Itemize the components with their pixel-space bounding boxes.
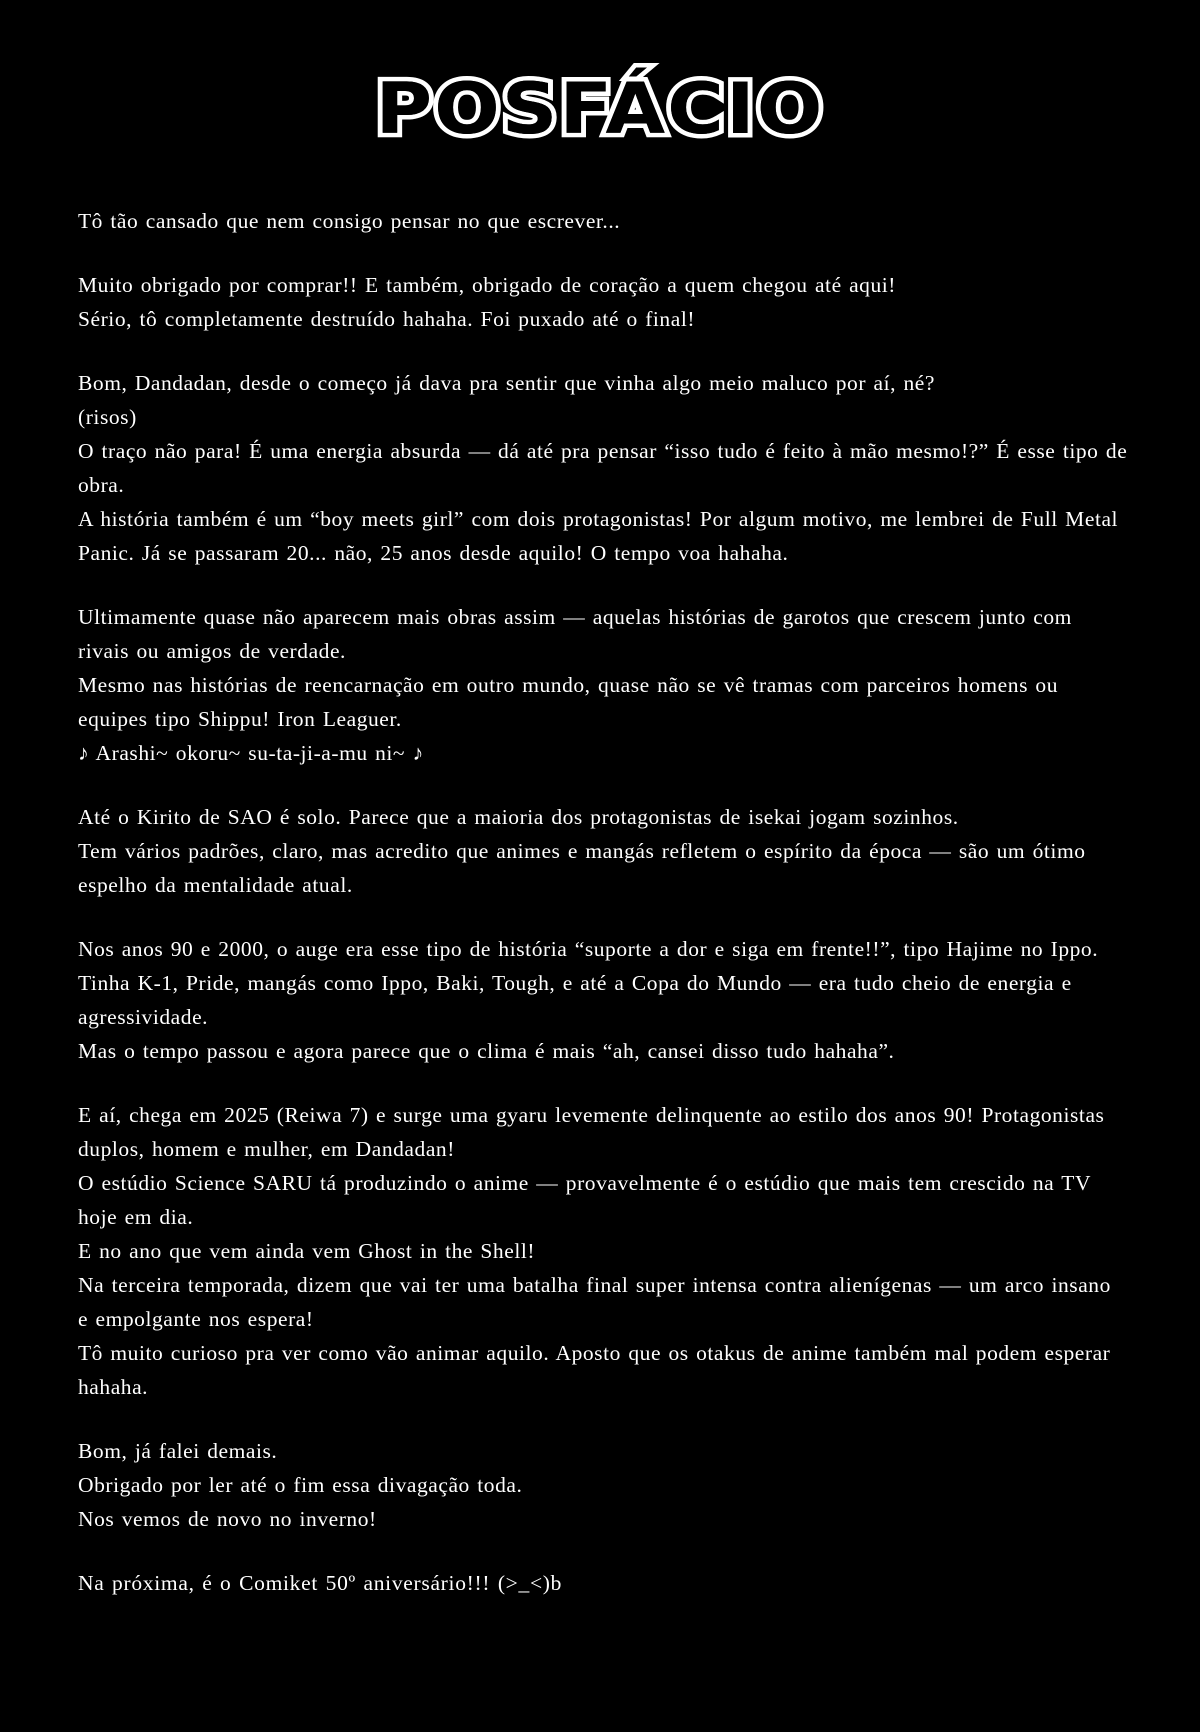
paragraph-p2 bbox=[78, 268, 1128, 336]
text-line: Na próxima, é o Comiket 50º aniversário!!! (>_<)b bbox=[78, 1571, 563, 1595]
text-line: Nos vemos de novo no inverno! bbox=[78, 1507, 377, 1531]
text-line: Ultimamente quase não aparecem mais obras assim — aquelas histórias de garotos que crescem junto com rivais ou amigos de verdade. bbox=[78, 605, 1072, 663]
page-title-container bbox=[0, 0, 1200, 150]
lyric-line: ♪ Arashi~ okoru~ su-ta-ji-a-mu ni~ ♪ bbox=[78, 741, 424, 765]
text-line: O estúdio Science SARU tá produzindo o anime — provavelmente é o estúdio que mais tem crescido na TV hoje em dia. bbox=[78, 1171, 1091, 1229]
text-line: Na terceira temporada, dizem que vai ter uma batalha final super intensa contra alienígenas — um arco insano e empolgante nos espera! bbox=[78, 1273, 1111, 1331]
paragraph-p8 bbox=[78, 1434, 1128, 1536]
text-line: Mas o tempo passou e agora parece que o clima é mais “ah, cansei disso tudo hahaha”. bbox=[78, 1039, 895, 1063]
text-line: Tô muito curioso pra ver como vão animar aquilo. Aposto que os otakus de anime também mal podem esperar hahaha. bbox=[78, 1341, 1111, 1399]
text-line: Tem vários padrões, claro, mas acredito que animes e mangás refletem o espírito da época — são um ótimo espelho da mentalidade atual. bbox=[78, 839, 1086, 897]
paragraph-p4 bbox=[78, 600, 1128, 770]
paragraph-p5 bbox=[78, 800, 1128, 902]
text-line: Muito obrigado por comprar!! E também, obrigado de coração a quem chegou até aqui! bbox=[78, 273, 897, 297]
paragraph-p7 bbox=[78, 1098, 1128, 1404]
text-line: Nos anos 90 e 2000, o auge era esse tipo de história “suporte a dor e siga em frente!!”, tipo Hajime no Ippo. bbox=[78, 937, 1099, 961]
text-line: E no ano que vem ainda vem Ghost in the Shell! bbox=[78, 1239, 536, 1263]
text-line: Obrigado por ler até o fim essa divagação toda. bbox=[78, 1473, 523, 1497]
paragraph-p1 bbox=[78, 204, 1128, 238]
text-line: Mesmo nas histórias de reencarnação em outro mundo, quase não se vê tramas com parceiros homens ou equipes tipo Shippu! Iron Leaguer. bbox=[78, 673, 1059, 731]
text-line: O traço não para! É uma energia absurda — dá até pra pensar “isso tudo é feito à mão mesmo!?” É esse tipo de obra. bbox=[78, 439, 1128, 497]
text-line: Até o Kirito de SAO é solo. Parece que a maioria dos protagonistas de isekai jogam sozinhos. bbox=[78, 805, 959, 829]
text-line: Tô tão cansado que nem consigo pensar no que escrever... bbox=[78, 209, 621, 233]
text-line: Bom, Dandadan, desde o começo já dava pra sentir que vinha algo meio maluco por aí, né? bbox=[78, 371, 935, 395]
text-line: Sério, tô completamente destruído hahaha. Foi puxado até o final! bbox=[78, 307, 696, 331]
paragraph-p3 bbox=[78, 366, 1128, 570]
page-title: POSFÁCIO bbox=[375, 68, 825, 150]
paragraph-p9 bbox=[78, 1566, 1128, 1600]
text-line: (risos) bbox=[78, 405, 137, 429]
paragraph-p6 bbox=[78, 932, 1128, 1068]
afterword-body bbox=[0, 204, 1200, 1600]
text-line: Tinha K-1, Pride, mangás como Ippo, Baki, Tough, e até a Copa do Mundo — era tudo cheio de energia e agressividade. bbox=[78, 971, 1072, 1029]
text-line: A história também é um “boy meets girl” com dois protagonistas! Por algum motivo, me lembrei de Full Metal Panic. Já se passaram 20... não, 25 anos desde aquilo! O tempo voa hahaha. bbox=[78, 507, 1119, 565]
text-line: Bom, já falei demais. bbox=[78, 1439, 278, 1463]
text-line: E aí, chega em 2025 (Reiwa 7) e surge uma gyaru levemente delinquente ao estilo dos anos 90! Protagonistas duplos, homem e mulher, em Dandadan! bbox=[78, 1103, 1105, 1161]
